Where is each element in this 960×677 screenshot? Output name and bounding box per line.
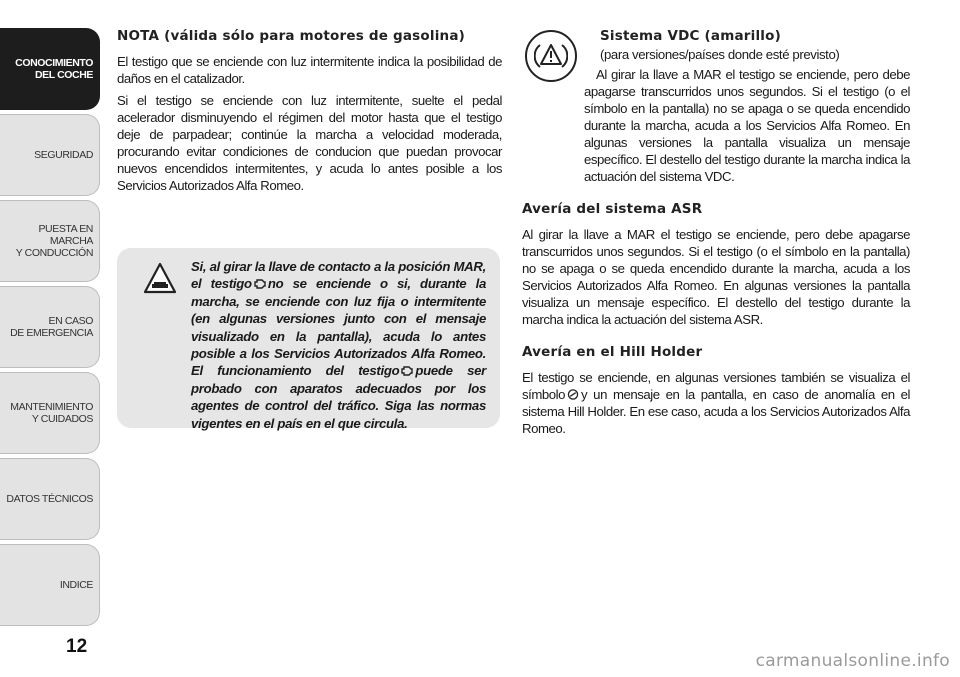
- warning-text: [131, 258, 486, 432]
- warning-box: [117, 248, 500, 431]
- hill-holder-paragraph: [522, 369, 910, 437]
- tab-label: CONOCIMIENTO DEL COCHE: [15, 57, 93, 81]
- engine-check-icon: [254, 278, 266, 289]
- vdc-heading: Sistema VDC (amarillo): [600, 28, 781, 44]
- warning-text-part-3: puede ser probado con aparatos adecuados por los agentes de control del tráfico. Siga las normas vigentes en el país en el que circula.: [191, 363, 486, 431]
- hill-holder-heading: Avería en el Hill Holder: [522, 344, 703, 360]
- left-column: [117, 28, 502, 199]
- warning-triangle-icon: [143, 262, 177, 294]
- tab-label: INDICE: [59, 579, 93, 591]
- vdc-subtitle: (para versiones/países donde esté previsto): [600, 47, 840, 62]
- tab-label: EN CASO DE EMERGENCIA: [10, 315, 93, 339]
- tab-indice[interactable]: [0, 544, 100, 626]
- tab-en-caso-de-emergencia[interactable]: [0, 286, 100, 368]
- hill-holder-symbol-icon: [567, 389, 579, 400]
- hill-holder-text-part-1: El testigo se enciende, en algunas versiones también se visualiza el símbolo: [522, 370, 910, 402]
- tab-conocimiento-del-coche[interactable]: [0, 28, 100, 110]
- page-number: 12: [66, 636, 88, 657]
- tab-label: SEGURIDAD: [34, 149, 93, 161]
- watermark: carmanualsonline.info: [755, 651, 950, 671]
- hill-holder-text-part-2: y un mensaje en la pantalla, en caso de anomalía en el sistema Hill Holder. En ese caso, acuda a los Servicios Autorizados Alfa Romeo.: [522, 387, 910, 436]
- engine-check-icon: [401, 365, 413, 376]
- nota-paragraph-1: El testigo que se enciende con luz intermitente indica la posibilidad de daños en el catalizador.: [117, 54, 502, 86]
- tab-puesta-en-marcha[interactable]: [0, 200, 100, 282]
- right-column: [522, 28, 910, 442]
- tab-label: PUESTA EN MARCHA Y CONDUCCIÓN: [15, 223, 93, 259]
- nota-paragraph-2: Si el testigo se enciende con luz intermitente, suelte el pedal acelerador disminuyendo el régimen del motor hasta que el testigo deje de parpadear; continúe la marcha a velocidad moderada, procurando evitar condiciones de conducion que puedan provocar nuevos encendidos intermitentes, y acuda lo antes posible a los Servicios Autorizados Alfa Romeo.: [117, 93, 502, 193]
- tab-label: DATOS TÉCNICOS: [6, 493, 93, 505]
- tab-datos-tecnicos[interactable]: [0, 458, 100, 540]
- warning-text-part-2: no se enciende o si, durante la marcha, se enciende con luz fija o intermitente (en algunas versiones junto con el mensaje visualizado en la pantalla), acuda lo antes posible a los Servicios Autorizados Alfa Romeo. El funcionamiento del testigo: [191, 276, 486, 379]
- asr-paragraph: Al girar la llave a MAR el testigo se enciende, pero debe apagarse transcurridos unos segundos. Si el testigo (o el símbolo en la pantalla) no se apaga o se queda encendido durante la marcha, acuda a los Servicios Autorizados Alfa Romeo. En algunas versiones la pantalla visualiza un mensaje específico. El destello del testigo durante la marcha indica la actuación del sistema ASR.: [522, 227, 910, 327]
- warning-text-part-1: Si, al girar la llave de contacto a la posición MAR, el testigo: [191, 259, 486, 292]
- tab-label: MANTENIMIENTO Y CUIDADOS: [10, 401, 93, 425]
- nota-heading: NOTA (válida sólo para motores de gasolina): [117, 28, 466, 44]
- tab-mantenimiento[interactable]: [0, 372, 100, 454]
- tab-seguridad[interactable]: [0, 114, 100, 196]
- vdc-paragraph: Al girar la llave a MAR el testigo se enciende, pero debe apagarse transcurridos unos segundos. Si el testigo (o el símbolo en la pantalla) no se apaga o se queda encendido durante la marcha, acuda a los Servicios Alfa Romeo. En algunas versiones la pantalla visualiza un mensaje específico. El destello del testigo durante la marcha indica la actuación del sistema VDC.: [584, 67, 910, 184]
- asr-heading: Avería del sistema ASR: [522, 201, 703, 217]
